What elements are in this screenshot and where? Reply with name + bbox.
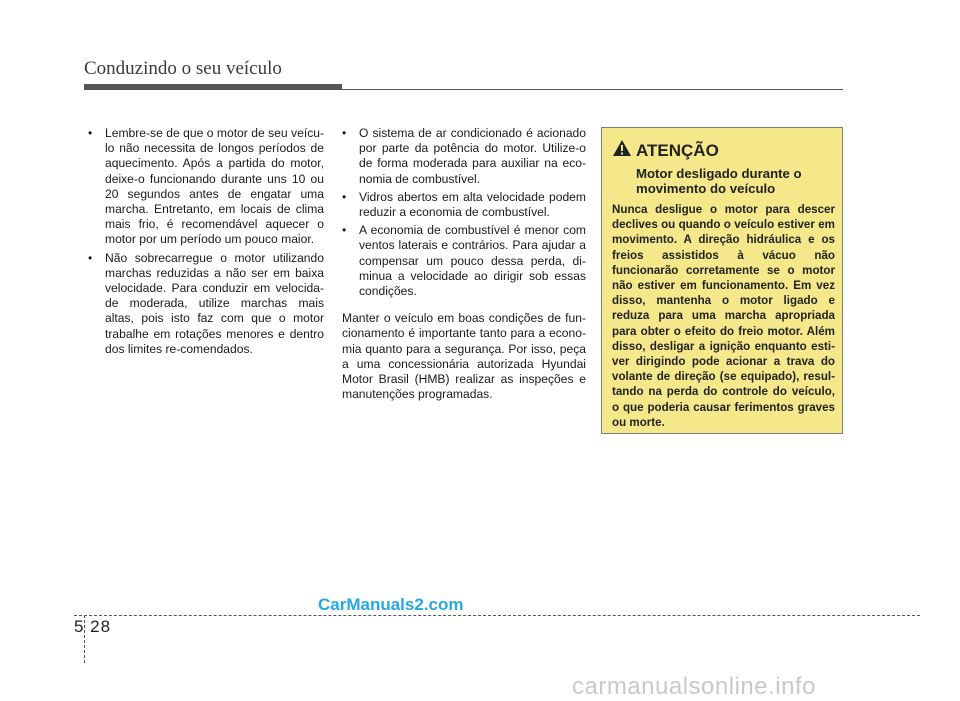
- list-item: • O sistema de ar condicionado é acionado por parte da potência do motor. Utilize-o de forma moderada para auxiliar na eco-nomia de combustível.: [342, 126, 586, 186]
- bullet-icon: •: [342, 223, 347, 238]
- bullet-icon: •: [88, 250, 93, 265]
- bullet-icon: •: [88, 126, 93, 140]
- header-rule-thick: [84, 84, 342, 90]
- middle-column: [342, 126, 586, 402]
- footer-dashed-rule: [74, 615, 920, 616]
- warning-box: [601, 127, 843, 434]
- header-rule-thin: [342, 89, 843, 90]
- left-column: [88, 126, 324, 360]
- maintenance-paragraph: Manter o veículo em boas condições de fun-cionamento é importante tanto para a econo-mia quanto para a segurança. Por isso, peça a uma concessionária autorizada Hyundai Motor Brasil (HMB) realizar as inspeções e manutenções programadas.: [342, 311, 586, 402]
- page-number: 5 28: [74, 617, 112, 636]
- bullet-icon: •: [342, 126, 347, 140]
- warning-subtitle: Motor desligado durante o movimento do veículo: [636, 166, 802, 196]
- list-item: • Não sobrecarregue o motor utilizando marchas reduzidas a não ser em baixa velocidade. Para conduzir em velocida-de moderada, utilize marchas mais altas, pois isto faz com que o motor trabalhe em rotações menores e dentro dos limites re-comendados.: [88, 250, 324, 356]
- list-item: • A economia de combustível é menor com ventos laterais e contrários. Para ajudar a compensar um pouco dessa perda, di-minua a velocidade ao dirigir sob essas condições.: [342, 223, 586, 299]
- watermark-carmanuals2: CarManuals2.com: [318, 595, 464, 614]
- warning-title: ATENÇÃO: [636, 140, 719, 160]
- section-title: Conduzindo o seu veículo: [84, 58, 282, 79]
- warning-triangle-icon: [612, 139, 632, 162]
- list-item: • Vidros abertos em alta velocidade podem reduzir a economia de combustível.: [342, 189, 586, 220]
- warning-header: [612, 139, 719, 162]
- watermark-carmanualsonline: carmanualsonline.info: [572, 673, 816, 700]
- list-item: • Lembre-se de que o motor de seu veícu-lo não necessita de longos períodos de aquecimento. Após a partida do motor, deixe-o funcionando durante uns 10 ou 20 segundos antes de engatar uma marcha. Entretanto, em locais de clima mais frio, é recomendável aquecer o motor por um período um pouco maior.: [88, 126, 324, 247]
- warning-body: Nunca desligue o motor para descer declives ou quando o veículo estiver em movimento. A direção hidráulica e os freios assistidos à vácuo não funcionarão corretamente se o motor não estiver em funcionamento. Em vez disso, mantenha o motor ligado e reduza para uma marcha apropriada para obter o efeito do freio motor. Além disso, desligar a ignição enquanto esti-ver dirigindo pode acionar a trava do volante de direção (se equipado), resul-tando na perda do controle do veículo, o que poderia causar ferimentos graves ou morte.: [612, 203, 835, 429]
- bullet-icon: •: [342, 189, 347, 204]
